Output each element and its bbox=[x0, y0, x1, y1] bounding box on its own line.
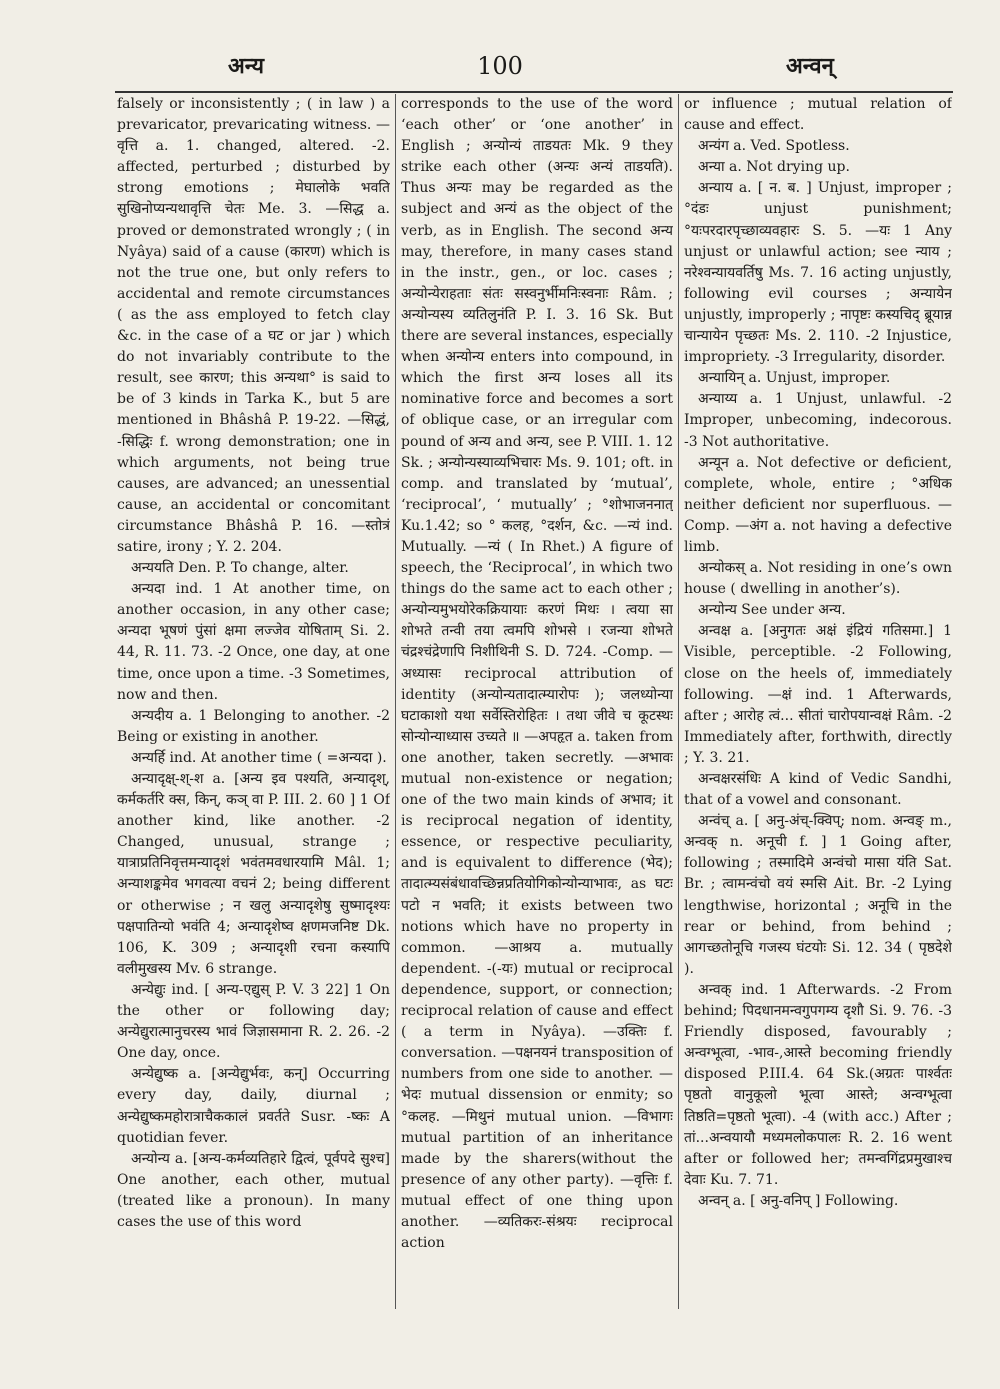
entry-text: अन्ययति Den. P. To change, alter. bbox=[131, 560, 349, 577]
entry-text: अन्वक्ष a. [अनुगतः अक्षं इंद्रियं गतिसमा.] 1 Visible, perceptible. -2 Following, close on the heels of, immediately following. —क्षं ind. 1 Afterwards, after ; आरोह त्वं... सीतां चारोपयान्वक्षं Râm. -2 Immediately after, forthwith, directly ; Y. 3. 21. bbox=[684, 623, 952, 766]
entry-text: अन्योन्य a. [अन्य-कर्मव्यतिहारे द्वित्वं, पूर्वपदे सुश्च] One another, each other, mutual (treated like a pronoun). In many cases the use of this word bbox=[117, 1150, 390, 1230]
page-header bbox=[0, 50, 1000, 90]
column-divider bbox=[678, 94, 679, 1309]
column-2 bbox=[401, 94, 673, 1312]
page-number: 100 bbox=[477, 52, 523, 80]
entry-text: अन्वक्षरसंधिः A kind of Vedic Sandhi, that of a vowel and consonant. bbox=[684, 771, 952, 809]
entry-text: अन्वक् ind. 1 Afterwards. -2 From behind; पिदधानमन्वगुपगम्य दृशौ Si. 9. 76. -3 Friendly disposed, favourably ; अन्वग्भूत्वा, -भाव-,आस्ते becoming friendly disposed P.III.4. 64 Sk.(अग्रतः पार्श्वतः पृष्ठतो वानुकूलो भूत्वा आस्ते; अन्वग्भूत्वा तिष्ठति=पृष्ठतो भूत्वा). -4 (with acc.) After ; तां...अन्वयायौ मध्यमलोकपालः R. 2. 16 went after or followed her; तमन्वगिंद्रप्रमुखाश्च देवाः Ku. 7. 71. bbox=[684, 981, 952, 1188]
entry-text: अन्यदा ind. 1 At another time, on another occasion, in any other case; अन्यदा भूषणं पुंसां क्षमा लज्जेव योषिताम् Si. 2. 44, R. 11. 73. -2 Once, one day, at one time, once upon a time. -3 Sometimes, now and then. bbox=[117, 581, 390, 703]
entry-text: अन्याय्य a. 1 Unjust, unlawful. -2 Improper, unbecoming, indecorous. -3 Not authoritative. bbox=[684, 391, 952, 450]
entry-text: अन्येद्युष्क a. [अन्येद्युर्भवः, कन्] Occurring every day, daily, diurnal ; अन्येद्युष्कमहोरात्राचैककालं प्रवर्तते Susr. -ष्कः A quotidian fever. bbox=[117, 1066, 390, 1146]
entry-text: corresponds to the use of the word ‘each other’ or ‘one another’ in English ; अन्योन्यं ताडयतः Mk. 9 they strike each other (अन्यः अन्यं ताडयति). Thus अन्यः may be regarded as the subject and अन्यं as the object of the verb, as in English. The second अन्य may, therefore, in many cases stand in the instr., gen., or loc. cases ; अन्योन्येराहताः संतः सस्वनुर्भीमनिःस्वनाः Râm. ; अन्योन्यस्य व्यतिलुनंति P. I. 3. 16 Sk. But there are several instances, especially when अन्योन्य enters into compound, in which the first अन्य loses all its nominative force and becomes a sort of oblique case, or an irregular com pound of अन्य and अन्य, see P. VIII. 1. 12 Sk. ; अन्योन्यस्याव्यभिचारः Ms. 9. 101; oft. in comp. and translated by ‘mutual’, ‘reciprocal’, ‘ mutually’ ; °शोभाजननात् Ku.1.42; so ° कलह, °दर्शन, &c. —न्यं ind. Mutually. —न्यं ( In Rhet.) A figure of speech, the ‘Reciprocal’, in which two things do the same act to each other ; अन्योन्यमुभयोरेकक्रियायाः करणं मिथः । त्वया सा शोभते तन्वी तया त्वमपि शोभसे । रजन्या शोभते चंद्रश्चंद्रेणापि निशीथिनी S. D. 724. -Comp. —अध्यासः reciprocal attribution of identity (अन्योन्यतादात्म्यारोपः ); जलध्योन्या घटाकाशो यथा सर्वेस्तिरोहितः । तथा जीवे च कूटस्थः सोन्योन्याध्यास उच्यते ॥ —अपहृत a. taken from one another, taken secretly. —अभावः mutual non-existence or negation; one of the two main kinds of अभाव; it is reciprocal negation of identity, essence, or respective peculiarity, and is equivalent to difference (भेद); तादात्म्यसंबंधावच्छिन्नप्रतियोगिकोन्योन्याभावः, as घटः पटो न भवति; it exists between two notions which have no property in common. —आश्रय a. mutually dependent. -(-यः) mutual or reciprocal dependence, support, or connection; reciprocal relation of cause and effect ( a term in Nyâya). —उक्तिः f. conversation. —पक्षनयनं transposition of numbers from one side to another. —भेदः mutual dissension or enmity; so °कलह. —मिथुनं mutual union. —विभागः mutual partition of an inheritance made by the sharers(without the presence of any other party). —वृत्तिः f. mutual effect of one thing upon another. —व्यतिकरः-संश्रयः reciprocal action bbox=[401, 96, 673, 1252]
entry-text: or influence ; mutual relation of cause and effect. bbox=[684, 96, 952, 134]
right-guide-word: अन्वन् bbox=[786, 53, 834, 79]
entry-text: अन्या a. Not drying up. bbox=[698, 159, 850, 176]
entry-text: अन्यादृक्ष्-श्-श a. [अन्य इव पश्यति, अन्यादृश्, कर्मकर्तरि क्स, किन्, कञ् वा P. III. 2. 60 ] 1 Of another kind, like another. -2 Changed, unusual, strange ; यात्राप्रतिनिवृत्तमन्यादृशं भवंतमवधारयामि Mâl. 1; अन्याशङ्कमेव भगवत्या वचनं 2; being different or otherwise ; न खलु अन्यादृशेषु सुष्मादृश्यः पक्षपातिन्यो भवंति 4; अन्यादृशेष्व क्षणमजनिष्ट Dk. 106, K. 309 ; अन्यादृशी रचना कस्यापि वलीमुखस्य Mv. 6 strange. bbox=[117, 771, 390, 977]
entry-text: अन्योन्य See under अन्य. bbox=[698, 602, 846, 619]
header-rule bbox=[115, 91, 953, 93]
entry-text: अन्वंच् a. [ अनु-अंच्-क्विप्; nom. अन्वङ् m., अन्वक् n. अनूची f. ] 1 Going after, following ; तस्मादिमे अन्वंचो मासा यंति Sat. Br. ; त्वामन्वंचो वयं स्मसि Ait. Br. -2 Lying lengthwise, horizontal ; अनूचि in the rear or behind, from behind ; आगच्छतोनूचि गजस्य घंटयोः Si. 12. 34 ( पृष्ठदेशे ). bbox=[684, 813, 952, 977]
entry-text: अन्यंग a. Ved. Spotless. bbox=[698, 138, 850, 155]
entry-text: अन्यर्हि ind. At another time ( =अन्यदा ). bbox=[131, 749, 387, 766]
left-guide-word: अन्य bbox=[228, 53, 265, 79]
column-divider bbox=[395, 94, 396, 1309]
entry-text: falsely or inconsistently ; ( in law ) a prevaricator, prevaricating witness. —वृत्ति a. 1. changed, altered. -2. affected, perturbed ; disturbed by strong emotions ; मेघालोके भवति सुखिनोप्यन्यथावृत्ति चेतः Me. 3. —सिद्ध a. proved or demonstrated wrongly ; ( in Nyâya) said of a cause (कारण) which is not the true one, but only refers to accidental and remote circumstances ( as the ass employed to fetch clay &c. in the case of a घट or jar ) which do not invariably contribute to the result, see कारण; this अन्यथा° is said to be of 3 kinds in Tarka K., but 5 are mentioned in Bhâshâ P. 19-22. —सिद्धं, -सिद्धिः f. wrong demonstration; one in which arguments, not being true causes, are advanced; an unessential cause, an accidental or concomitant circumstance Bhâshâ P. 16. —स्तोत्रं satire, irony ; Y. 2. 204. bbox=[117, 96, 390, 555]
entry-text: अन्यून a. Not defective or deficient, complete, whole, entire ; °अधिक neither deficient nor superfluous. —Comp. —अंग a. not having a defective limb. bbox=[684, 454, 952, 555]
entry-text: अन्याय a. [ न. ब. ] Unjust, improper ; °दंडः unjust punishment; °यःपरदारपृच्छाव्यवहारः S. 5. —यः 1 Any unjust or unlawful action; see न्याय ; नरेश्वन्यायवर्तिषु Ms. 7. 16 acting unjustly, following evil courses ; अन्यायेन unjustly, improperly ; नापृष्टः कस्यचिद् ब्रूयान्न चान्यायेन पृच्छतः Ms. 2. 110. -2 Injustice, impropriety. -3 Irregularity, disorder. bbox=[684, 180, 952, 366]
entry-text: अन्यायिन् a. Unjust, improper. bbox=[698, 370, 891, 387]
entry-text: अन्येद्युः ind. [ अन्य-एद्युस् P. V. 3 22] 1 On the other or following day; अन्येद्युरात्मानुचरस्य भावं जिज्ञासमाना R. 2. 26. -2 One day, once. bbox=[117, 981, 390, 1062]
column-1 bbox=[117, 94, 390, 1312]
entry-text: अन्यदीय a. 1 Belonging to another. -2 Being or existing in another. bbox=[117, 707, 390, 745]
entry-text: अन्योकस् a. Not residing in one’s own house ( dwelling in another’s). bbox=[684, 560, 952, 598]
entry-text: अन्वन् a. [ अनु-वनिप् ] Following. bbox=[698, 1192, 899, 1209]
column-3 bbox=[684, 94, 952, 1312]
